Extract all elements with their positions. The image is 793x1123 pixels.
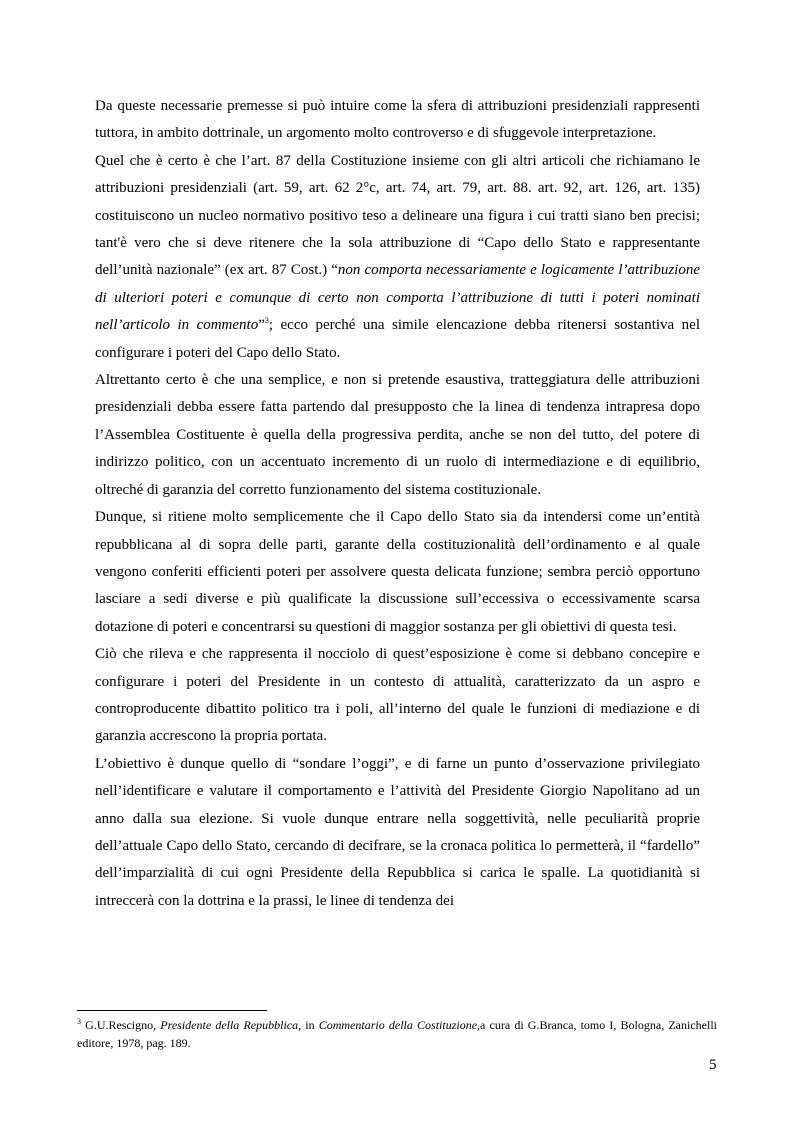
paragraph-4-text: Dunque, si ritiene molto semplicemente che il Capo dello Stato sia da intendersi come un’entità repubblicana al di sopra delle parti, garante della costituzionalità dell’ordinamento e al quale vengono conferiti efficienti poteri per assolvere questa delicata funzione; sembra perciò opportuno lasciare a sedi diverse e più qualificate la discussione sull’eccessiva o eccessivamente scarsa dotazione di poteri e concentrarsi su questioni di maggior sostanza per gli obiettivi di questa tesi.: [95, 509, 700, 635]
paragraph-2-quote: non comporta necessariamente e logicamente l’attribuzione di ulteriori poteri e comunque di certo non comporta l’attribuzione di tutti i poteri nominati nell’articolo in commento: [95, 262, 700, 334]
footnote-author: G.U.Rescigno,: [81, 1018, 161, 1032]
paragraph-3: [95, 367, 700, 504]
paragraph-2-close-quote: ”: [258, 317, 265, 334]
paragraph-2: [95, 148, 700, 367]
paragraph-5: [95, 641, 700, 751]
paragraph-6-text: L’obiettivo è dunque quello di “sondare l’oggi”, e di farne un punto d’osservazione privilegiato nell’identificare e valutare il comportamento e l’attività del Presidente Giorgio Napolitano ad un anno dalla sua elezione. Si vuole dunque entrare nella soggettività, nelle peculiarità proprie dell’attuale Capo dello Stato, cercando di decifrare, se la cronaca politica lo permetterà, il “fardello” dell’imparzialità di cui ogni Presidente della Repubblica si carica le spalle. La quotidianità si intreccerà con la dottrina e la prassi, le linee di tendenza dei: [95, 755, 700, 909]
paragraph-2-text-end: ; ecco perché una simile elencazione debba ritenersi sostantiva nel configurare i poteri del Capo dello Stato.: [95, 317, 700, 361]
footnote-in: in: [301, 1018, 319, 1032]
paragraph-1: [95, 93, 700, 148]
paragraph-1-text: Da queste necessarie premesse si può intuire come la sfera di attribuzioni presidenziali rappresenti tuttora, in ambito dottrinale, un argomento molto controverso e di sfuggevole interpretazione.: [95, 98, 700, 142]
footnote-number: 3: [77, 1017, 81, 1026]
footnote-title: Presidente della Repubblica,: [160, 1018, 302, 1032]
footnote-ref-3[interactable]: 3: [264, 316, 269, 326]
page-number: 5: [709, 1057, 717, 1073]
footnote-work: Commentario della Costituzione,: [318, 1018, 481, 1032]
footnote-separator: [77, 1010, 267, 1011]
footnote-3: [77, 1016, 717, 1052]
document-body: [95, 93, 700, 915]
paragraph-6: [95, 751, 700, 915]
paragraph-4: [95, 504, 700, 641]
paragraph-5-text: Ciò che rileva e che rappresenta il nocciolo di quest’esposizione è come si debbano concepire e configurare i poteri del Presidente in un contesto di attualità, caratterizzato da un aspro e controproducente dibattito politico tra i poli, all’interno del quale le funzioni di mediazione e di garanzia accrescono la propria portata.: [95, 646, 700, 745]
paragraph-2-text: Quel che è certo è che l’art. 87 della Costituzione insieme con gli altri articoli che richiamano le attribuzioni presidenziali (art. 59, art. 62 2°c, art. 74, art. 79, art. 88. art. 92, art. 126, art. 135) costituiscono un nucleo normativo positivo teso a delineare una figura i cui tratti siano ben precisi; tant'è vero che si deve ritenere che la sola attribuzione di “Capo dello Stato e rappresentante dell’unità nazionale” (ex art. 87 Cost.) “: [95, 152, 700, 279]
footnote-publication: a cura di G.Branca, tomo I, Bologna, Zanichelli editore, 1978, pag. 189.: [77, 1018, 718, 1050]
paragraph-3-text: Altrettanto certo è che una semplice, e non si pretende esaustiva, tratteggiatura delle attribuzioni presidenziali debba essere fatta partendo dal presupposto che la linea di tendenza intrapresa dopo l’Assemblea Costituente è quella della progressiva perdita, anche se non del tutto, del potere di indirizzo politico, con un accentuato incremento di un ruolo di intermediazione e di equilibrio, oltreché di garanzia del corretto funzionamento del sistema costituzionale.: [95, 372, 700, 498]
